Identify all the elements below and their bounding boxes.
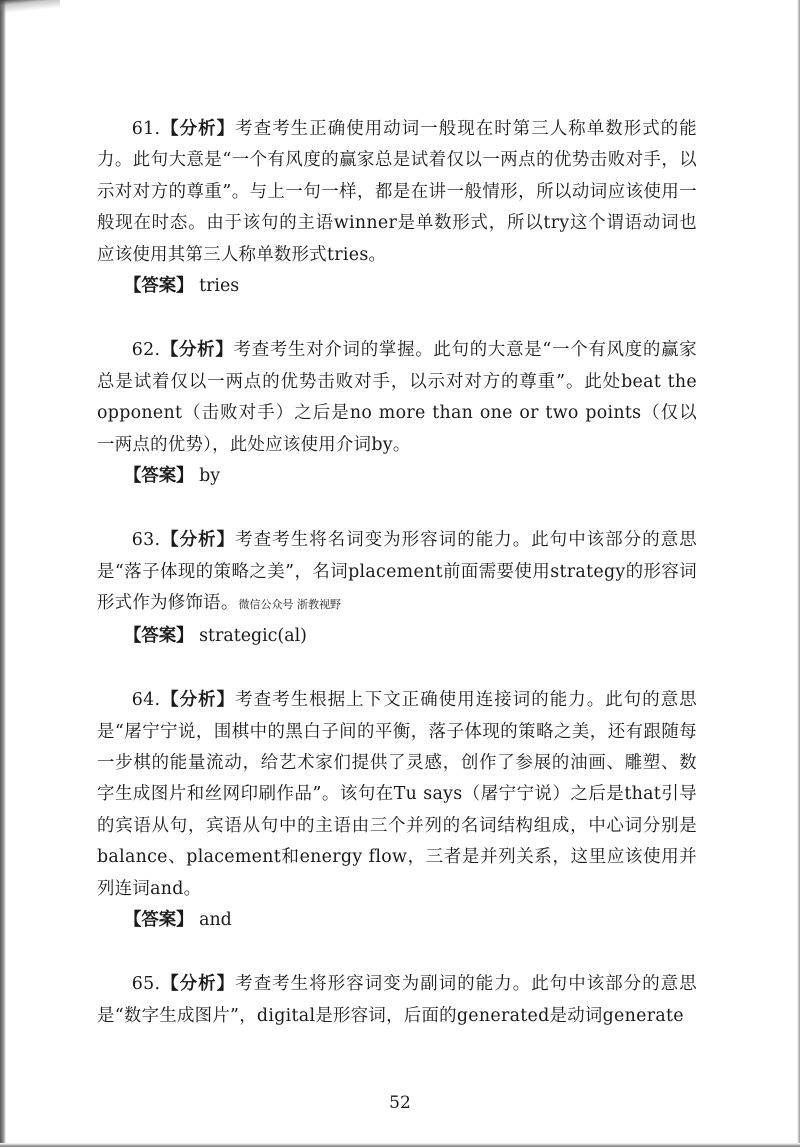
answer-label: 【答案】	[124, 909, 194, 930]
analysis-65	[97, 969, 697, 1032]
analysis-text: 考查考生对介词的掌握。此句的大意是“一个有风度的赢家总是试着仅以一两点的优势击败对手，以示对对方的尊重”。此处beat the opponent（击败对手）之后是no more than one or two points（仅以一两点的优势），此处应该使用介词by。	[97, 340, 697, 455]
analysis-label: 【分析】	[160, 530, 236, 551]
page-content	[97, 114, 697, 1032]
analysis-text: 考查考生根据上下文正确使用连接词的能力。此句的意思是“屠宁宁说，围棋中的黑白子间的平衡，落子体现的策略之美，还有跟随每一步棋的能量流动，给艺术家们提供了灵感，创作了参展的油画、雕塑、数字生成图片和丝网印刷作品”。该句在Tu says（屠宁宁说）之后是that引导的宾语从句，宾语从句中的主语由三个并列的名词结构组成，中心词分别是balance、placement和energy flow，三者是并列关系，这里应该使用并列连词and。	[97, 690, 697, 899]
analysis-label: 【分析】	[160, 340, 234, 361]
analysis-61	[97, 114, 697, 271]
answer-text: tries	[199, 276, 240, 297]
answer-text: strategic(al)	[199, 625, 307, 646]
question-number: 61.	[131, 119, 161, 139]
analysis-64	[97, 685, 697, 905]
analysis-text: 考查考生将名词变为形容词的能力。此句中该部分的意思是“落子体现的策略之美”，名词placement前面需要使用strategy的形容词形式作为修饰语。	[97, 530, 697, 614]
scan-left-edge	[0, 0, 6, 1147]
watermark-text: 微信公众号 浙教视野	[238, 598, 342, 612]
analysis-62	[97, 335, 697, 461]
analysis-label: 【分析】	[160, 119, 236, 139]
analysis-text: 考查考生正确使用动词一般现在时第三人称单数形式的能力。此句大意是“一个有风度的赢家总是试着仅以一两点的优势击败对手，以示对对方的尊重”。与上一句一样，都是在讲一般情形，所以动词应该使用一般现在时态。由于该句的主语winner是单数形式，所以try这个谓语动词也应该使用其第三人称单数形式tries。	[97, 119, 697, 265]
answer-63	[97, 621, 697, 652]
answer-text: by	[199, 466, 221, 487]
scan-bottom-edge	[0, 1143, 800, 1147]
page-number: 52	[389, 1093, 411, 1113]
answer-62	[97, 461, 697, 492]
analysis-label: 【分析】	[160, 974, 236, 995]
analysis-label: 【分析】	[160, 690, 236, 711]
analysis-63	[97, 525, 697, 620]
answer-label: 【答案】	[124, 276, 194, 297]
question-number: 64.	[131, 690, 161, 711]
divider-space	[97, 936, 697, 969]
answer-label: 【答案】	[124, 466, 194, 487]
scan-corner-shadow	[0, 0, 60, 14]
divider-space	[97, 652, 697, 685]
answer-61	[97, 271, 697, 302]
divider-space	[97, 492, 697, 525]
answer-text: and	[199, 909, 232, 930]
question-number: 63.	[131, 530, 161, 551]
question-number: 62.	[131, 340, 161, 361]
answer-64	[97, 905, 697, 936]
answer-label: 【答案】	[124, 625, 194, 646]
analysis-text: 考查考生将形容词变为副词的能力。此句中该部分的意思是“数字生成图片”，digital是形容词，后面的generated是动词generate	[97, 974, 697, 1026]
question-number: 65.	[131, 974, 161, 995]
divider-space	[97, 302, 697, 335]
